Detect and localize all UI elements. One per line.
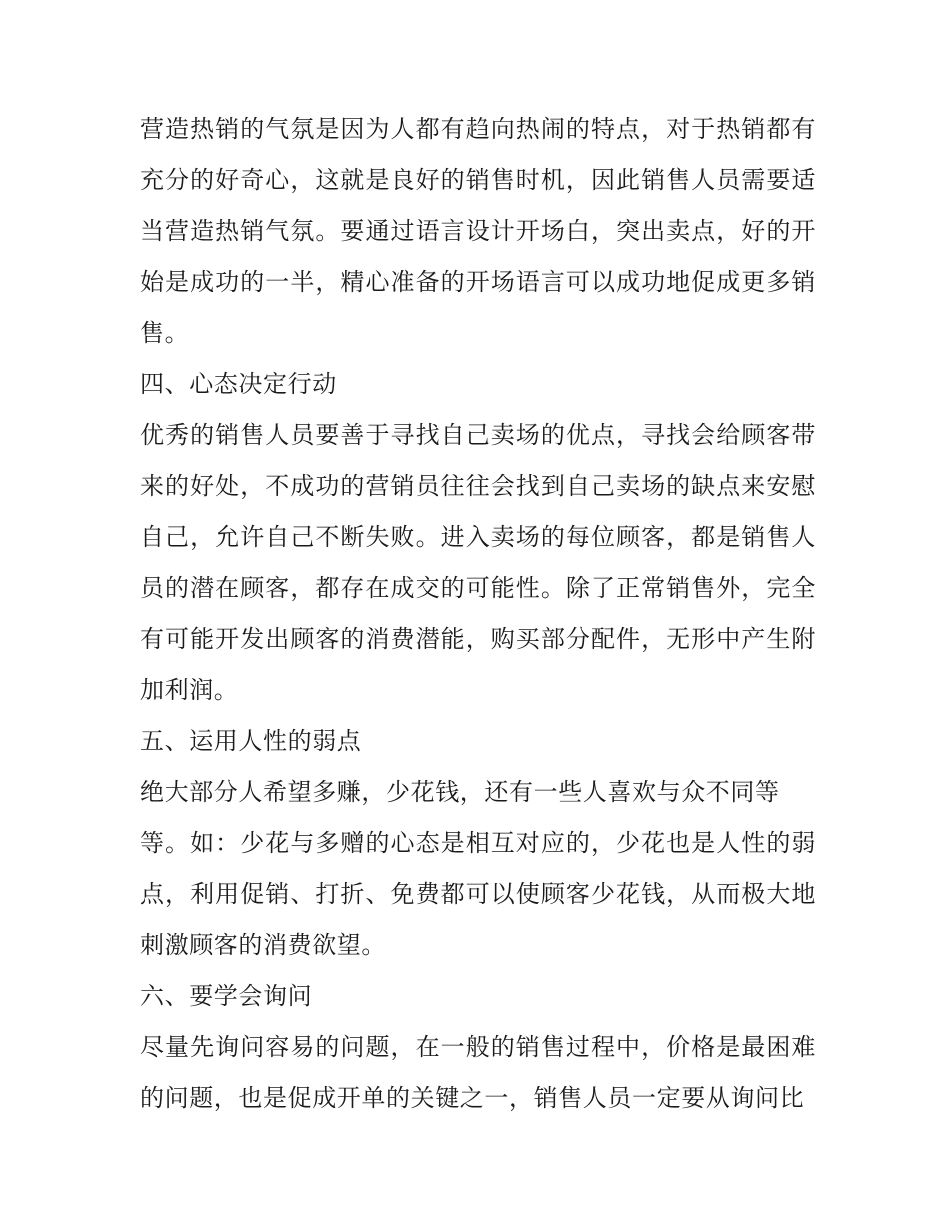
section-paragraph-5-line1: 绝大部分人希望多赚，少花钱，还有一些人喜欢与众不同等 [140,778,780,806]
section-paragraph-6: 尽量先询问容易的问题，在一般的销售过程中，价格是最困难的问题，也是促成开单的关键之一，销售人员一定要从询问比 [140,1033,816,1112]
section-heading-5: 五、运用人性的弱点 [140,727,362,755]
intro-paragraph: 营造热销的气氛是因为人都有趋向热闹的特点，对于热销都有充分的好奇心，这就是良好的销售时机，因此销售人员需要适当营造热销气氛。要通过语言设计开场白，突出卖点，好的开始是成功的一半，精心准备的开场语言可以成功地促成更多销售。 [140,115,816,347]
section-paragraph-5-rest: 等。如：少花与多赠的心态是相互对应的，少花也是人性的弱点，利用促销、打折、免费都可以使顾客少花钱，从而极大地刺激顾客的消费欲望。 [140,829,816,959]
document-body [140,104,816,1124]
section-paragraph-4: 优秀的销售人员要善于寻找自己卖场的优点，寻找会给顾客带来的好处，不成功的营销员往往会找到自己卖场的缺点来安慰自己，允许自己不断失败。进入卖场的每位顾客，都是销售人员的潜在顾客，都存在成交的可能性。除了正常销售外，完全有可能开发出顾客的消费潜能，购买部分配件，无形中产生附加利润。 [140,421,816,704]
section-heading-4: 四、心态决定行动 [140,370,337,398]
section-heading-6: 六、要学会询问 [140,982,313,1010]
